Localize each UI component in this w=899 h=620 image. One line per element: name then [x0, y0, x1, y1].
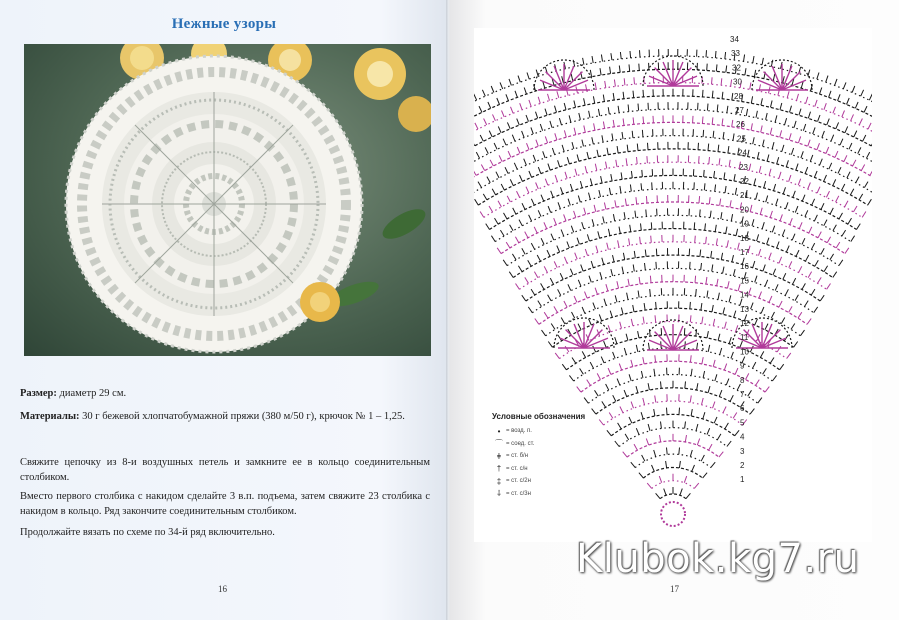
page-number-right: 17 — [670, 584, 679, 594]
stitch-mark — [715, 51, 716, 58]
stitch-mark — [650, 289, 651, 296]
size-value: диаметр 29 см. — [56, 388, 127, 399]
page-number-left: 16 — [218, 584, 227, 594]
stitch-mark — [679, 408, 680, 415]
row-number-label: 23 — [739, 162, 748, 172]
row-number-label: 18 — [740, 233, 749, 243]
stitch-mark — [703, 130, 704, 137]
slip-stitch-icon: ⌒ — [495, 439, 503, 449]
row-number-label: 24 — [738, 148, 747, 158]
stitch-mark — [628, 105, 629, 112]
legend-label: = возд. п. — [506, 428, 532, 435]
stitch-mark — [713, 131, 714, 138]
stitch-mark — [647, 156, 648, 163]
stitch-mark — [633, 117, 634, 124]
double-crochet-icon: † — [496, 464, 502, 474]
stitch-mark — [707, 64, 708, 71]
stitch-mark — [721, 78, 722, 85]
row-number-label: 6 — [740, 404, 745, 414]
left-page — [0, 0, 448, 620]
row-number-label: 11 — [740, 333, 749, 343]
stitch-mark — [690, 262, 691, 269]
row-number-label: 17 — [740, 248, 749, 257]
legend-label: = ст. с/н — [506, 465, 528, 472]
row-number-label: 30 — [733, 77, 742, 87]
stitch-mark — [642, 130, 643, 137]
stitch-mark — [667, 448, 668, 455]
stitch-mark — [703, 90, 704, 97]
stitch-mark — [651, 222, 652, 229]
row-number-label: 1 — [740, 475, 745, 485]
stitch-mark — [630, 51, 631, 58]
stitch-mark — [643, 117, 644, 124]
stitch-mark — [700, 210, 701, 217]
page-title: Нежные узоры — [171, 16, 277, 32]
legend-label: = ст. с/2н — [506, 478, 531, 485]
stitch-mark — [650, 276, 651, 283]
stitch-mark — [708, 144, 709, 151]
row-number-label: 33 — [731, 49, 740, 59]
legend-item — [492, 463, 585, 476]
stitch-mark — [634, 77, 635, 84]
row-number-label: 28 — [734, 91, 743, 101]
stitch-mark — [646, 210, 647, 217]
legend-label: = ст. б/н — [506, 453, 529, 460]
stitch-mark — [640, 50, 641, 57]
legend-item — [492, 475, 585, 488]
doily-photo — [24, 44, 431, 356]
stitch-mark — [706, 50, 707, 57]
stitch-mark — [707, 104, 708, 111]
row-number-label: 15 — [740, 276, 749, 286]
row-number-label: 8 — [740, 375, 745, 385]
legend-title: Условные обозначения — [492, 412, 586, 421]
instruction-paragraph-1: Свяжите цепочку из 8-и воздушных петель и замкните ее в кольцо соединительным столбиком. — [20, 457, 430, 483]
stitch-mark — [702, 117, 703, 124]
stitch-legend — [492, 412, 585, 500]
stitch-mark — [695, 276, 696, 283]
stitch-mark — [698, 143, 699, 150]
legend-item — [492, 488, 585, 501]
row-number-label: 25 — [737, 134, 746, 144]
stitch-mark — [639, 64, 640, 71]
stitch-mark — [641, 183, 642, 190]
stitch-mark — [624, 78, 625, 85]
site-watermark: Klubok.kg7.ru — [576, 536, 860, 582]
row-number-label: 27 — [735, 106, 744, 115]
double-treble-icon: ⸸ — [497, 489, 501, 499]
row-number-label: 7 — [740, 390, 745, 399]
legend-label: = соед. ст. — [506, 440, 535, 447]
row-number-label: 3 — [740, 446, 745, 456]
size-line — [20, 386, 430, 401]
row-number-label: 4 — [740, 432, 745, 442]
stitch-mark — [648, 143, 649, 150]
stitch-mark — [704, 170, 705, 177]
stitch-mark — [655, 315, 656, 322]
stitch-mark — [696, 289, 697, 296]
row-number-label: 32 — [732, 63, 741, 73]
legend-item — [492, 425, 585, 438]
legend-item — [492, 438, 585, 451]
row-number-label: 14 — [740, 290, 749, 300]
legend-label: = ст. с/3н — [506, 490, 531, 497]
row-number-label: 20 — [740, 205, 749, 215]
stitch-mark — [717, 105, 718, 112]
stitch-mark — [685, 381, 686, 388]
single-crochet-icon: ǂ — [496, 451, 502, 461]
stitch-mark — [695, 236, 696, 243]
stitch-mark — [643, 90, 644, 97]
stitch-mark — [637, 144, 638, 151]
stitch-mark — [690, 315, 691, 322]
stitch-mark — [629, 64, 630, 71]
instruction-paragraph-2: Вместо первого столбика с накидом сделайте 3 в.п. подъема, затем свяжите 23 столбика с накидом в кольцо. Ряд закончите соединительным столбиком. — [20, 491, 430, 517]
row-number-label: 12 — [740, 319, 749, 328]
materials-label: Материалы: — [20, 411, 80, 422]
stitch-mark — [656, 262, 657, 269]
row-number-label: 9 — [740, 361, 745, 371]
row-number-label: 5 — [740, 418, 745, 428]
materials-line — [20, 409, 430, 424]
stitch-mark — [712, 117, 713, 124]
row-number-label: 34 — [730, 35, 739, 44]
row-number-label: 2 — [740, 461, 745, 470]
row-number-label: 16 — [740, 262, 749, 272]
instruction-paragraph-3: Продолжайте вязать по схеме по 34-й ряд включительно. — [20, 527, 275, 538]
stitch-mark — [633, 91, 634, 98]
size-label: Размер: — [20, 388, 57, 399]
chain-stitch-icon: • — [497, 426, 501, 436]
stitch-mark — [712, 77, 713, 84]
stitch-mark — [699, 196, 700, 203]
stitch-mark — [632, 131, 633, 138]
stitch-mark — [661, 381, 662, 388]
stitch-mark — [709, 157, 710, 164]
row-number-label: 13 — [740, 304, 749, 314]
row-number-label: 22 — [740, 177, 749, 186]
stitch-mark — [699, 156, 700, 163]
stitch-mark — [638, 104, 639, 111]
stitch-mark — [656, 302, 657, 309]
stitch-mark — [637, 157, 638, 164]
stitch-mark — [651, 236, 652, 243]
row-number-label: 21 — [740, 191, 749, 201]
row-number-label: 10 — [740, 347, 749, 357]
legend-item — [492, 450, 585, 463]
treble-crochet-icon: ‡ — [496, 476, 502, 486]
row-number-label: 26 — [736, 120, 745, 130]
doily-photo-illustration — [24, 44, 431, 356]
stitch-mark — [679, 448, 680, 455]
stitch-mark — [716, 64, 717, 71]
stitch-mark — [704, 183, 705, 190]
materials-value: 30 г бежевой хлопчатобумажной пряжи (380 м/50 г), крючок № 1 – 1,25. — [79, 411, 405, 422]
stitch-mark — [694, 222, 695, 229]
row-number-label: 19 — [740, 219, 749, 229]
stitch-mark — [642, 170, 643, 177]
stitch-mark — [712, 91, 713, 98]
stitch-mark — [690, 302, 691, 309]
stitch-mark — [667, 408, 668, 415]
stitch-mark — [646, 196, 647, 203]
